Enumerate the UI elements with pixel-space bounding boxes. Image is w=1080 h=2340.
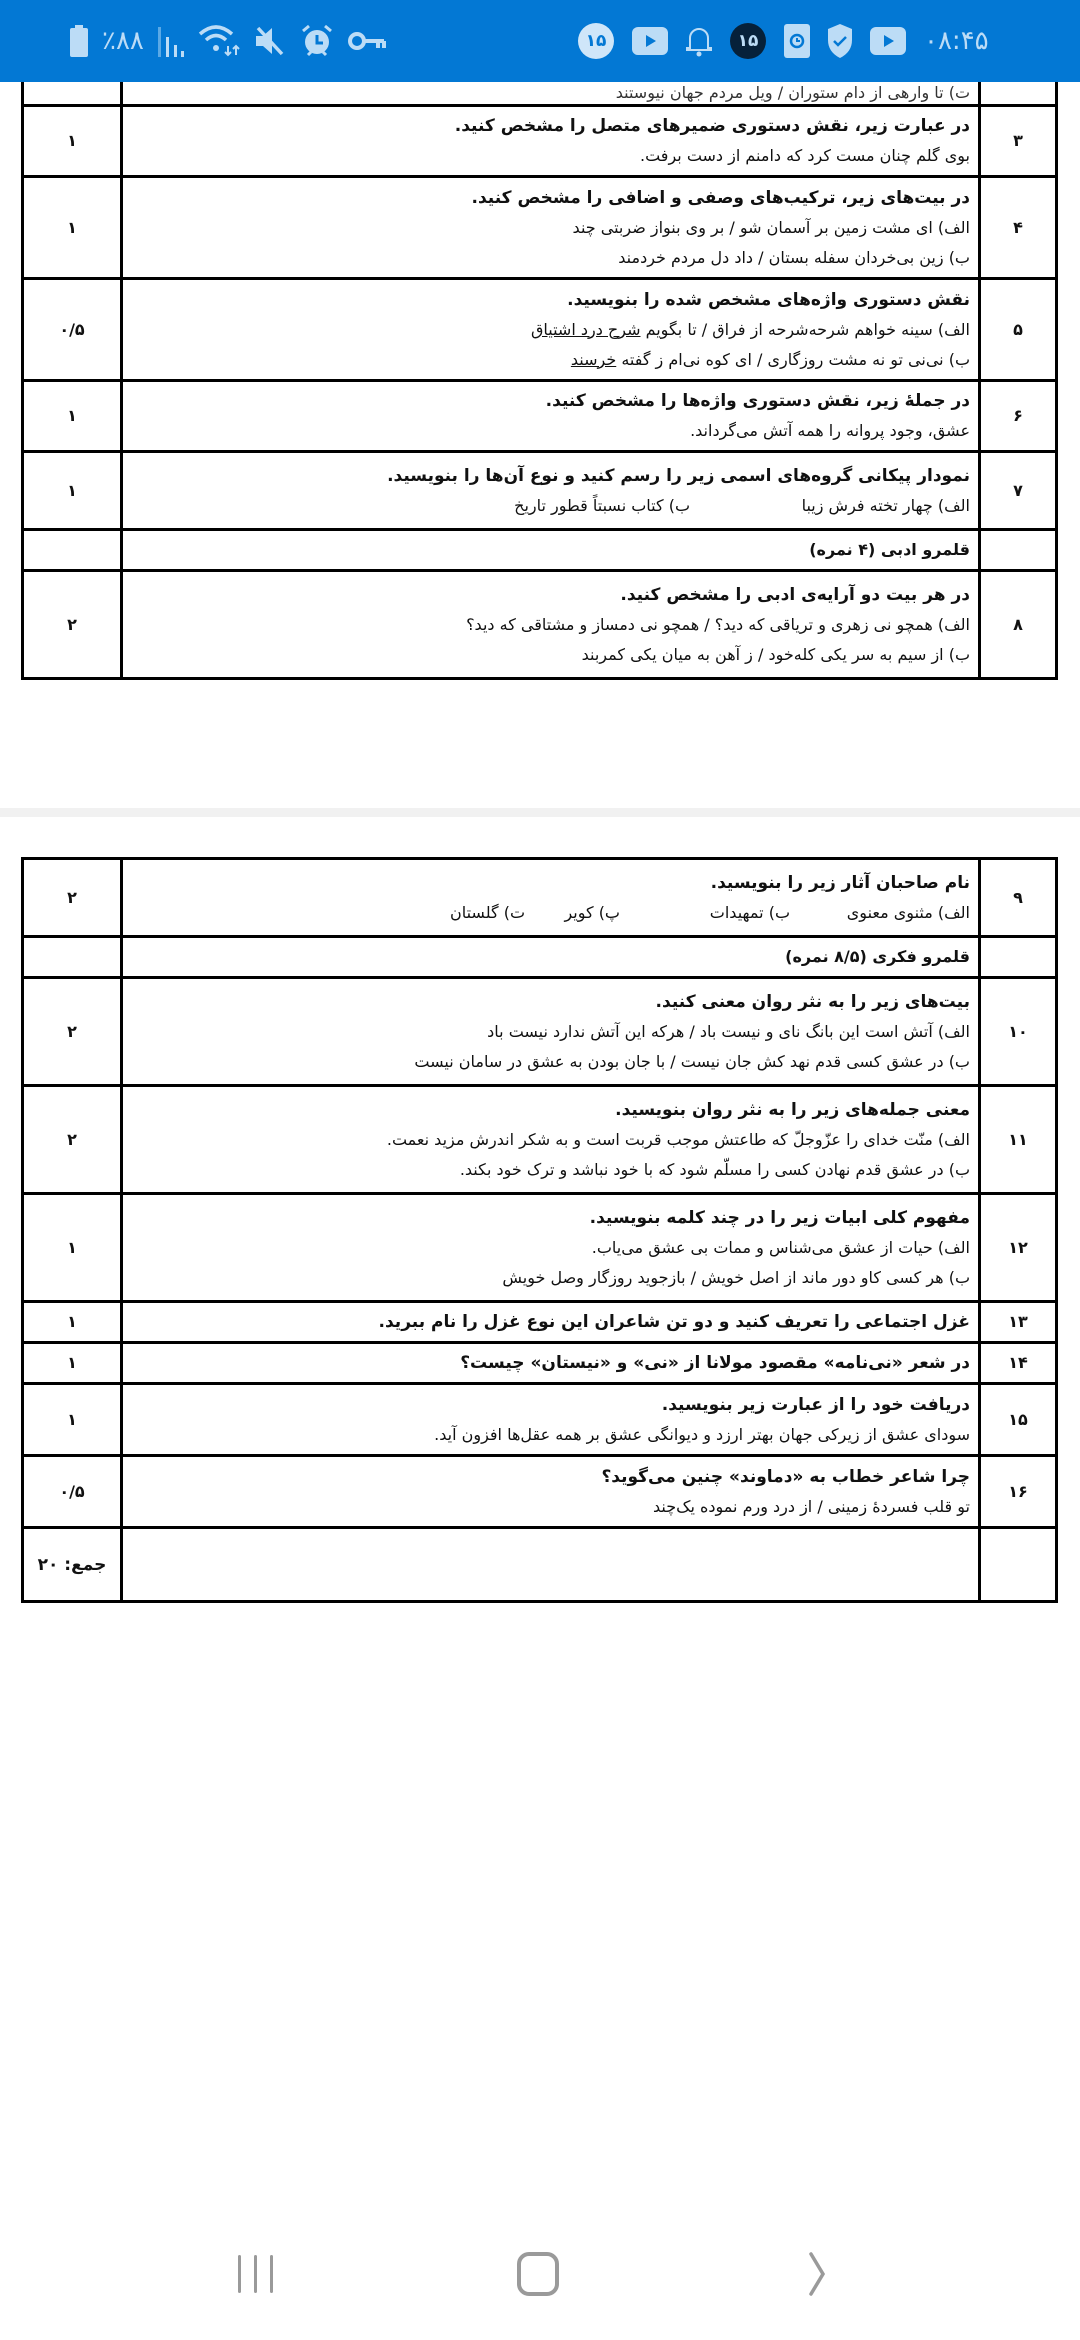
table-row [23, 1343, 1057, 1384]
partial-line: ت) تا وارهی از دام ستوران / ویل مردم جهان نیوستند [615, 83, 970, 102]
clock-time: ۰۸:۴۵ [924, 26, 989, 56]
question-text: در شعر «نی‌نامه» مقصود مولانا از «نی» و «نیستان» چیست؟ [460, 1353, 970, 1373]
question-line: الف) ای مشت زمین بر آسمان شو / بر وی بنواز ضربتی چند [572, 217, 970, 237]
status-icons-right [578, 20, 989, 62]
home-button[interactable] [508, 2250, 568, 2302]
table-row [23, 177, 1057, 279]
question-number: ۱۰ [980, 978, 1057, 1086]
alarm-icon [300, 24, 334, 58]
exam-table-page-1 [21, 46, 1058, 680]
question-number: ۱۶ [980, 1456, 1057, 1528]
question-score: ۱ [23, 106, 122, 177]
question-number: ۴ [980, 177, 1057, 279]
youtube-icon [870, 27, 906, 55]
vpn-key-icon [348, 29, 386, 53]
section-header-row [23, 937, 1057, 978]
line-text: الف) سینه خواهم شرحه‌شرحه از فراق / تا بگویم [640, 319, 970, 339]
option-a: الف) چهار تخته فرش زیبا [801, 495, 970, 515]
table-row [23, 381, 1057, 452]
question-text: نقش دستوری واژه‌های مشخص شده را بنویسید. [567, 289, 970, 310]
table-row [23, 1086, 1057, 1194]
back-button[interactable] [790, 2250, 850, 2302]
question-line: الف) آتش است این بانگ نای و نیست باد / هرکه این آتش ندارد نیست باد [487, 1021, 970, 1041]
question-text: در هر بیت دو آرایه‌ی ادبی را مشخص کنید. [620, 584, 970, 605]
question-score: ۱ [23, 452, 122, 530]
exam-page-1 [21, 46, 1058, 680]
bell-icon [686, 24, 712, 58]
underlined-word: خرسند [570, 349, 617, 369]
question-line: الف) حیات از عشق می‌شناس و ممات بی عشق می‌یاب. [591, 1237, 970, 1257]
battery-percent: ٪۸۸ [102, 26, 144, 56]
exam-page-2 [21, 857, 1058, 1603]
question-line: ب) در عشق قدم نهادن کسی را مسلّم شود که با خود نباشد و ترک خود بکند. [459, 1159, 970, 1179]
table-row [23, 978, 1057, 1086]
question-line: ب) در عشق کسی قدم نهد کش جان نیست / با جان بودن به عشق در سامان نیست [414, 1051, 970, 1071]
status-bar [0, 0, 1080, 82]
status-icons-left [70, 20, 386, 62]
question-text: در بیت‌های زیر، ترکیب‌های وصفی و اضافی را مشخص کنید. [471, 187, 970, 208]
question-number: ۱۵ [980, 1384, 1057, 1456]
question-number: ۱۴ [980, 1343, 1057, 1384]
question-score: ۱ [23, 1302, 122, 1343]
mute-icon [254, 25, 286, 57]
table-row [23, 859, 1057, 937]
question-line [131, 345, 970, 375]
option-b: ب) کتاب نسبتاً قطور تاریخ [514, 495, 690, 515]
table-row [23, 1456, 1057, 1528]
page-divider [0, 808, 1080, 817]
question-number: ۱۱ [980, 1086, 1057, 1194]
youtube-icon [632, 27, 668, 55]
question-number: ۷ [980, 452, 1057, 530]
option-c: پ) کویر [564, 902, 620, 922]
battery-icon [70, 25, 88, 57]
total-row [23, 1528, 1057, 1602]
question-body [122, 279, 980, 381]
question-body [122, 1343, 980, 1384]
question-line: ب) زین بی‌خردان سفله بستان / داد دل مردم خردمند [618, 247, 970, 267]
question-text: بیت‌های زیر را به نثر روان معنی کنید. [655, 991, 970, 1012]
question-number: ۵ [980, 279, 1057, 381]
underlined-word: شرح درد اشتیاق [530, 319, 641, 339]
table-row [23, 1384, 1057, 1456]
table-row [23, 571, 1057, 679]
question-body [122, 177, 980, 279]
notification-badge-dark-icon: ۱۵ [730, 23, 766, 59]
shield-check-icon [828, 24, 852, 58]
question-line: ب) از سیم به سر یکی کله‌خود / ز آهن به میان یکی کمربند [581, 644, 970, 664]
question-number: ۱۳ [980, 1302, 1057, 1343]
line-text: ب) نی‌نی تو نه مشت روزگاری / ای کوه نی‌ام ز گفته [616, 349, 970, 369]
navigation-bar [0, 2220, 1080, 2330]
question-line: الف) همچو نی زهری و تریاقی که دید؟ / همچو نی دمساز و مشتاقی که دید؟ [466, 614, 970, 634]
home-icon [516, 2251, 560, 2301]
question-score: ۰/۵ [23, 279, 122, 381]
table-row [23, 452, 1057, 530]
question-text: غزل اجتماعی را تعریف کنید و دو تن شاعران این نوع غزل را نام ببرید. [378, 1312, 970, 1332]
question-body [122, 859, 980, 937]
question-body [122, 1456, 980, 1528]
signal-icon [158, 25, 184, 57]
options-row [131, 898, 970, 928]
recent-apps-button[interactable] [226, 2250, 286, 2302]
question-body [122, 452, 980, 530]
question-text: در عبارت زیر، نقش دستوری ضمیرهای متصل را مشخص کنید. [454, 116, 970, 136]
question-body [122, 1384, 980, 1456]
question-line: بوی گلم چنان مست کرد که دامنم از دست برفت. [640, 146, 970, 165]
section-title-literary: قلمرو ادبی (۴ نمره) [809, 540, 970, 559]
question-text: چرا شاعر خطاب به «دماوند» چنین می‌گوید؟ [601, 1466, 970, 1487]
question-text: معنی جمله‌های زیر را به نثر روان بنویسید. [615, 1099, 970, 1120]
question-text: نام صاحبان آثار زیر را بنویسید. [710, 872, 970, 893]
question-score: ۱ [23, 1384, 122, 1456]
question-number: ۶ [980, 381, 1057, 452]
table-row [23, 106, 1057, 177]
question-number: ۱۲ [980, 1194, 1057, 1302]
option-b: ب) تمهیدات [709, 902, 790, 922]
question-body [122, 978, 980, 1086]
question-body [122, 1086, 980, 1194]
question-score: ۱ [23, 1343, 122, 1384]
question-text: مفهوم کلی ابیات زیر را در چند کلمه بنویسید. [589, 1207, 970, 1228]
question-line: الف) منّت خدای را عزّوجلّ که طاعتش موجب قربت است و به شکر اندرش مزید نعمت. [386, 1129, 970, 1149]
question-body [122, 381, 980, 452]
notification-badge-icon: ۱۵ [578, 23, 614, 59]
question-number: ۳ [980, 106, 1057, 177]
options-row [131, 491, 970, 521]
section-title-thought: قلمرو فکری (۸/۵ نمره) [785, 947, 970, 966]
table-row [23, 1302, 1057, 1343]
option-d: ت) گلستان [449, 902, 525, 922]
question-score: ۲ [23, 571, 122, 679]
question-score: ۲ [23, 1086, 122, 1194]
table-row [23, 279, 1057, 381]
back-icon [805, 2252, 835, 2300]
question-text: نمودار پیکانی گروه‌های اسمی زیر را رسم کنید و نوع آن‌ها را بنویسید. [387, 465, 970, 486]
table-row [23, 1194, 1057, 1302]
question-line: تو قلب فسردهٔ زمینی / از درد ورم نموده یک‌چند [653, 1496, 970, 1516]
question-body [122, 106, 980, 177]
question-text: در جملهٔ زیر، نقش دستوری واژه‌ها را مشخص کنید. [545, 391, 970, 411]
total-score: جمع: ۲۰ [23, 1528, 122, 1602]
question-score: ۱ [23, 177, 122, 279]
exam-table-page-2 [21, 857, 1058, 1603]
question-number: ۸ [980, 571, 1057, 679]
question-number: ۹ [980, 859, 1057, 937]
clock-app-icon [784, 24, 810, 58]
question-score: ۱ [23, 1194, 122, 1302]
option-a: الف) مثنوی معنوی [846, 902, 970, 922]
question-text: دریافت خود را از عبارت زیر بنویسید. [661, 1394, 970, 1415]
question-line: ب) هر کسی کاو دور ماند از اصل خویش / بازجوید روزگار وصل خویش [502, 1267, 970, 1287]
question-score: ۲ [23, 978, 122, 1086]
question-score: ۰/۵ [23, 1456, 122, 1528]
section-header-row [23, 530, 1057, 571]
wifi-icon [198, 24, 240, 58]
question-score: ۲ [23, 859, 122, 937]
question-body [122, 571, 980, 679]
question-line: عشق، وجود پروانه را همه آتش می‌گرداند. [690, 421, 970, 440]
question-line [131, 315, 970, 345]
question-line: سودای عشق از زیرکی جهان بهتر ارزد و دیوانگی عشق بر همه عقل‌ها افزون آید. [434, 1424, 970, 1444]
recent-apps-icon [234, 2253, 278, 2299]
question-body [122, 1302, 980, 1343]
question-score: ۱ [23, 381, 122, 452]
question-body [122, 1194, 980, 1302]
